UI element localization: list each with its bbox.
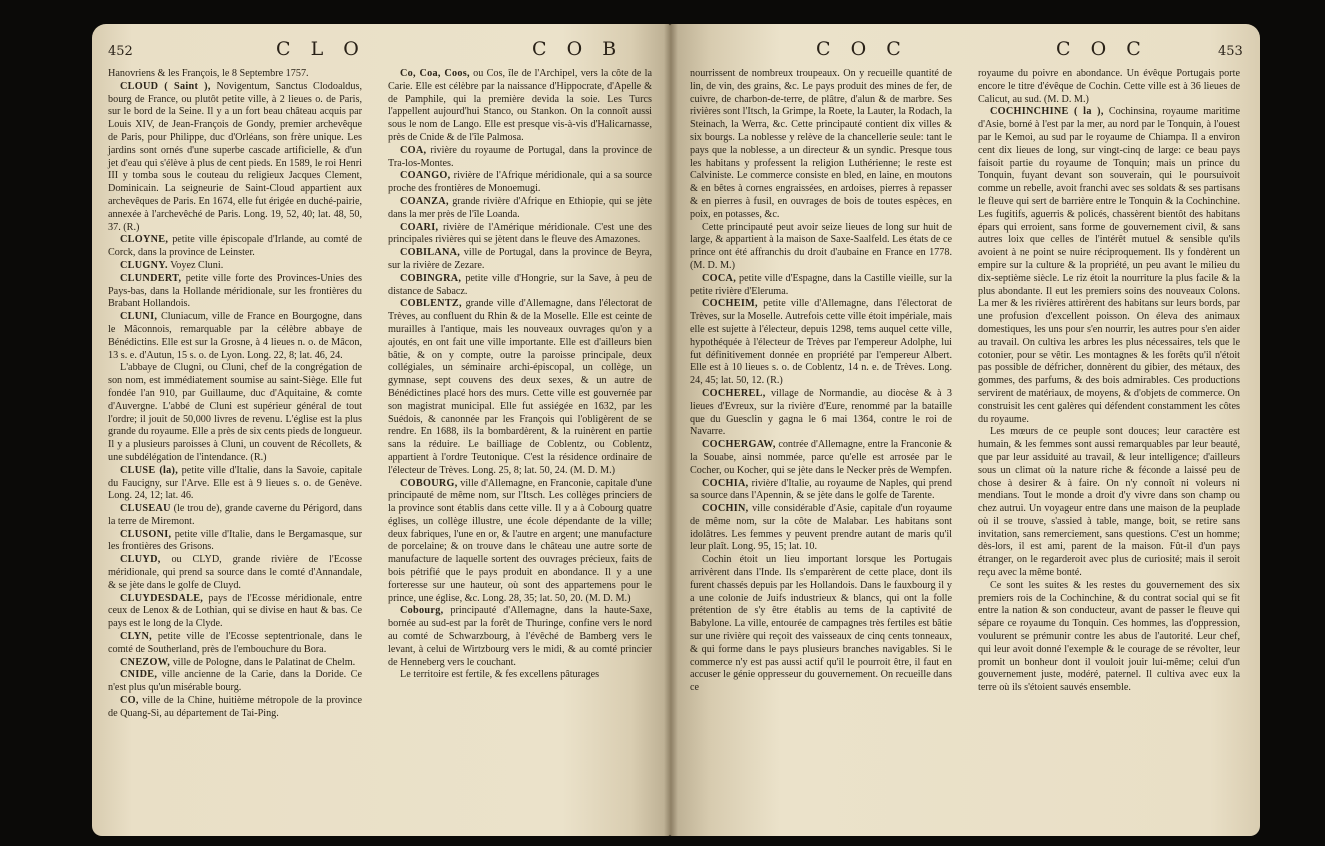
entry-headword: CLUNDERT,: [120, 272, 182, 284]
entry-text: petite ville d'Hongrie, sur la Save, à peu de distance de Sabacz.: [388, 272, 653, 297]
entry-headword: CLUNI,: [120, 311, 158, 323]
entry-text: Cochinsina, royaume maritime d'Asie, borné à l'est par la mer, au nord par le Tonquin, à l'ouest par le Kemoi, au sud par le royaume de Chiampa. Il a environ cent dix lieues de long, sur vingt-cinq de large: ce beau pays faisoit partie du royaume de Tonquin; mais un prince du Tonquin, fuyant devant son souverain, qui le poursuivoit comme un rebelle, avoit franchi avec ses soldats & ses partisans le fleuve qui sert de barrière entre le Tonquin & la Cochinchine. Les fugitifs, aguerris & policés, chassèrent bientôt des habitans épars qui erroient, sans forme de gouvernement civil, & sans autres loix que celles de l'intérêt mutuel & sensible qu'ils avoient à ne point se nuire réciproquement. Ils y fondèrent un empire sur la culture & la propriété, un peu avant le milieu du dix-septième siècle. Le riz étoit la nourriture la plus facile & la plus abondante. Il eut les premiers soins des nouveaux Colons. La mer & les rivières attirèrent des habitans sur leurs bords, par une profusion d'excellent poisson. On éleva des animaux domestiques, les uns pour s'en nourrir, les autres pour s'en aider au travail. On cultiva les arbres les plus nécessaires, tels que le cotonier, pour se vêtir. Les montagnes & les forêts qu'il n'étoit pas possible de défricher, donnèrent du gibier, des métaux, des gommes, des parfums, & des bois admirables. Ces productions servirent de matériaux, de moyens, & d'objets de commerce. On construisit les cent galères qui défendent constamment les côtes du royaume.: [978, 106, 1240, 425]
entry-headword: CLUGNY.: [120, 259, 168, 271]
entry-text: grande ville d'Allemagne, dans l'électorat de Trèves, au confluent du Rhin & de la Moselle. Elle est ceinte de murailles à l'antique, mais les nouveaux ouvrages qu'on y a ajoutés, en ont fait une ville importante. Elle est d'ailleurs bien bâtie, & on y compte, outre la paroisse principale, deux collégiales, un séminaire archi-épiscopal, un collège, un gymnase, sept couvens des deux sexes, & un autre de Bénédictines placé hors des murs. Cette ville est gouvernée par son magistrat municipal. Elle fut assiégée en 1632, par les Suédois, & canonnée par les François qui l'obligèrent de se rendre. En 1688, ils la bombardèrent, & la ruinèrent en partie sans la réduire. Le bailliage de Coblentz, ou Coblentz, appartient à l'ordre Teutonique. C'est la résidence ordinaire de l'électeur de Trèves. Long. 25, 8; lat. 50, 24. (M. D. M.): [388, 298, 653, 476]
entry-headword: CNEZOW,: [120, 656, 171, 668]
dictionary-entry: [690, 222, 952, 273]
entry-headword: CNIDE,: [120, 669, 158, 681]
entry-text: petite ville de l'Ecosse septentrionale, dans le comté de Southerland, près de l'embouchure du Bora.: [108, 631, 362, 655]
dictionary-entry: [388, 145, 652, 171]
entry-text: Les mœurs de ce peuple sont douces; leur caractère est humain, & les femmes sont aussi remarquables par leur beauté, que par leur assiduité au travail, & leur intelligence; d'ailleurs sous un climat où la nature riche & féconde a laissé peu de chose à desirer & à faire. On n'y connoît ni voleurs ni mendians. Tout le monde a droit d'y vivre dans son champ ou chez autrui. Un voyageur entre dans une maison de la peuplade où il se trouve, s'assied à table, mange, boit, se retire sans invitation, sans remerciement, sans questions. C'est un homme; dès-lors, il est ami, parent de la maison. Fût-il d'un pays étranger, on le regarderoit avec plus de curiosité; mais il seroit reçu avec la même bonté.: [978, 426, 1240, 579]
entry-text: Cochin étoit un lieu important lorsque les Portugais arrivèrent dans l'Inde. Ils s'emparèrent de cette place, dont ils furent chassés depuis par les Hollandois. Dans le fauxbourg il y a une colonie de Juifs industrieux & blancs, qui ont la folle prétention de s'y être établis au tems de la captivité de Babylone. La ville, entourée de campagnes très fertiles est bâtie sur une rivière qui reçoit des vaisseaux de cinq cents tonneaux, & qui forme dans le pays plusieurs branches navigables. Si le commerce n'y est pas aussi actif qu'il le pourroit être, il faut en accuser le génie oppresseur du gouvernement. On recueille dans ce: [690, 554, 952, 694]
entry-text: petite ville d'Italie, dans le Bergamasque, sur les frontières des Grisons.: [108, 528, 362, 553]
entry-text: (le trou de), grande caverne du Périgord, dans la terre de Miremont.: [108, 503, 362, 527]
entry-text: Voyez Cluni.: [170, 259, 224, 271]
entry-text: L'abbaye de Clugni, ou Cluni, chef de la congrégation de son nom, est immédiatement soumise au saint-Siège. Elle fut fondée l'an 910, par Guillaume, duc d'Aquitaine, & comte d'Auvergne. L'abbé de Cluni est supérieur général de tout l'ordre; il jouit de 50,000 livres de revenu. L'église est la plus grande du royaume. Elle a près de six cents pieds de longueur. Il y a plusieurs paroisses à Cluni, un couvent de Récollets, & une subdélégation de l'intendance. (R.): [108, 362, 362, 463]
dictionary-entry: [690, 554, 952, 695]
dictionary-entry: [978, 68, 1240, 106]
dictionary-entry: [388, 196, 652, 222]
dictionary-entry: [388, 170, 652, 196]
entry-headword: CLUSEAU: [120, 503, 171, 515]
entry-headword: CO,: [120, 695, 139, 707]
entry-headword: CLUSE (la),: [120, 464, 179, 476]
entry-text: Ce sont les suites & les restes du gouvernement des six premiers rois de la Cochinchine, & du contrat social qui se fit entre la nation & son conducteur, avant de passer le fleuve qui sépare ce royaume du Tonquin. Ces hommes, las d'oppression, voulurent se prémunir contre les abus de l'autorité. Leur chef, qui leur avoit donné l'exemple & le courage de se révolter, leur promit un bonheur dont il vouloit jouir lui-même; celui d'un gouvernement juste, modéré, paternel. Il cultiva avec eux la terre où ils s'étoient sauvés ensemble.: [978, 579, 1240, 694]
entry-headword: COANGO,: [400, 170, 451, 182]
dictionary-entry: [388, 222, 652, 248]
dictionary-entry: [108, 362, 362, 464]
entry-text: contrée d'Allemagne, entre la Franconie & la Souabe, ainsi nommée, parce qu'elle est arrosée par le Cocher, ou Kocher, qui se jète dans le Necker près de Wempfen.: [690, 439, 952, 476]
dictionary-entry: [108, 465, 362, 503]
entry-headword: CLUSONI,: [120, 528, 172, 540]
entry-text: rivière d'Italie, au royaume de Naples, qui prend sa source dans l'Apennin, & se jète dans le golfe de Tarente.: [690, 477, 952, 502]
entry-headword: CLUYD,: [120, 554, 161, 566]
dictionary-entry: [690, 439, 952, 477]
entry-text: rivière de l'Amérique méridionale. C'est une des principales rivières qui se jètent dans le fleuve des Amazones.: [388, 221, 652, 246]
dictionary-entry: [108, 554, 362, 592]
left-page-column-2: [388, 68, 652, 682]
entry-text: nourrissent de nombreux troupeaux. On y recueille quantité de lin, de vin, des grains, &c. Le pays produit des mines de fer, de cuivre, de charbon-de-terre, de plâtre, d'alun & de marbre. Ses rivières sont l'Itsch, la Grimpe, la Roete, la Lauter, la Rodach, la Steinach, la Werra, &c. Cette principauté contient dix villes & six bourgs. La noblesse y relève de la chancellerie seule: tant le pays que la noblesse, a un directeur & un syndic. Presque tous les habitans y professent la religion Luthérienne; le reste est Calviniste. Le commerce consiste en bled, en laine, en moutons & en bêtes à cornes engraissées, en ardoises, pierres à repasser & en pierres à fusil, en ouvrages de bois de toutes espèces, en poix, en potasses, &c.: [690, 68, 952, 220]
entry-text: petite ville d'Espagne, dans la Castille vieille, sur la petite rivière d'Eleruma.: [690, 272, 952, 297]
left-page-column-1: [108, 68, 362, 721]
entry-headword: COBINGRA,: [400, 272, 462, 284]
entry-headword: COA,: [400, 144, 427, 156]
dictionary-entry: [978, 580, 1240, 695]
dictionary-entry: [388, 478, 652, 606]
dictionary-entry: [388, 273, 652, 299]
entry-text: Novigentum, Sanctus Clodoaldus, bourg de France, ou plutôt petite ville, à 2 lieues o. de Paris, sur le bord de la Seine. Il y a un fort beau château acquis par Louis XIV, de Jean-François de Gondy, premier archevêque de Paris, pour Philippe, duc d'Orléans, son frère unique. Les jardins sont ornés d'une superbe cascade artificielle, & d'un jet d'eau qui s'élève à plus de cent pieds. En 1589, le roi Henri III y tomba sous le couteau du religieux Jacques Clement, Dominicain. La seigneurie de Saint-Cloud appartient aux archevêques de Paris. En 1674, elle fut érigée en duché-pairie, annexée à l'archevêché de Paris. Long. 19, 52, 40; lat. 48, 50, 37. (R.): [108, 80, 363, 233]
entry-headword: CLUYDESDALE,: [120, 592, 204, 604]
dictionary-entry: [690, 388, 952, 439]
entry-text: Le territoire est fertile, & fes excellens pâturages: [400, 669, 600, 681]
dictionary-entry: [388, 298, 652, 477]
entry-headword: COBOURG,: [400, 477, 458, 489]
dictionary-entry: [108, 273, 362, 311]
dictionary-entry: [690, 503, 952, 554]
left-page-number: 452: [108, 44, 133, 59]
entry-headword: COCA,: [702, 272, 737, 284]
dictionary-entry: [108, 503, 362, 529]
dictionary-entry: [108, 529, 362, 555]
entry-text: ville considérable d'Asie, capitale d'un royaume de même nom, sur la côte de Malabar. Les habitans sont idolâtres. Les femmes y peuvent prendre autant de maris qu'il leur plaît. Long. 95, 15; lat. 10.: [690, 503, 953, 553]
entry-headword: COBLENTZ,: [400, 298, 462, 310]
entry-text: rivière du royaume de Portugal, dans la province de Tra-los-Montes.: [388, 144, 652, 169]
entry-text: principauté d'Allemagne, dans la haute-Saxe, bornée au sud-est par la forêt de Thuringe, confine vers le nord au comté de Schwarzbourg, à l'évêché de Bamberg vers le levant, à celui de Wirtzbourg vers le midi, & au comté princier de Henneberg vers le couchant.: [388, 605, 653, 668]
entry-text: ville de la Chine, huitième métropole de la province de Quang-Si, au département de Tai-Ping.: [108, 695, 363, 719]
entry-headword: COCHINCHINE ( la ),: [990, 106, 1104, 118]
entry-headword: Cobourg,: [400, 605, 444, 617]
dictionary-entry: [978, 426, 1240, 580]
right-page-header: [688, 38, 1248, 64]
right-page-column-1: [690, 68, 952, 695]
dictionary-entry: [108, 68, 362, 81]
right-page-number: 453: [1218, 44, 1243, 59]
entry-text: Cluniacum, ville de France en Bourgogne, dans le Mâconnois, remarquable par la célèbre abbaye de Bénédictins. Elle est sur la Grosne, à 4 lieues n. o. de Mâcon, 13 s. e. d'Autun, 15 s. o. de Lyon. Long. 22, 8; lat. 46, 24.: [108, 311, 362, 361]
entry-text: petite ville forte des Provinces-Unies des Pays-bas, dans la Hollande méridionale, sur les frontières du Brabant Hollandois.: [108, 272, 363, 310]
entry-headword: COCHIA,: [702, 477, 749, 489]
entry-headword: COBILANA,: [400, 247, 461, 259]
entry-headword: CLYN,: [120, 631, 152, 643]
entry-text: village de Normandie, au diocèse & à 3 lieues d'Evreux, sur la rivière d'Eure, renommé par la bataille que du Guesclin y gagna le 6 mai 1364, contre le roi de Navarre.: [690, 387, 953, 438]
entry-text: pays de l'Ecosse méridionale, entre ceux de Lenox & de Lothian, qui se divise en haut & bas. Ce pays est le long de la Clyde.: [108, 592, 363, 630]
dictionary-entry: [690, 298, 952, 388]
dictionary-entry: [108, 593, 362, 631]
dictionary-entry: [690, 68, 952, 222]
entry-text: Hanovriens & les François, le 8 Septembre 1757.: [108, 68, 309, 79]
dictionary-entry: [388, 247, 652, 273]
entry-headword: COANZA,: [400, 195, 449, 207]
entry-headword: COCHEIM,: [702, 298, 758, 310]
entry-text: petite ville épiscopale d'Irlande, au comté de Corck, dans la province de Leinster.: [108, 234, 362, 259]
dictionary-entry: [108, 695, 362, 721]
dictionary-entry: [108, 669, 362, 695]
entry-headword: Co, Coa, Coos,: [400, 68, 470, 79]
dictionary-entry: [108, 234, 362, 260]
entry-headword: COCHEREL,: [702, 387, 766, 399]
entry-text: Cette principauté peut avoir seize lieues de long sur huit de large, & appartient à la maison de Saxe-Saalfeld. Les états de ce prince ont été affranchis du droit d'aubaine en France en 1778. (M. D. M.): [690, 221, 952, 271]
right-page-column-2: [978, 68, 1240, 695]
entry-text: rivière de l'Afrique méridionale, qui a sa source proche des frontières de Monoemugi.: [388, 170, 652, 195]
dictionary-entry: [388, 68, 652, 145]
left-page-header: [108, 38, 658, 64]
dictionary-entry: [690, 273, 952, 299]
entry-headword: COCHERGAW,: [702, 439, 776, 451]
entry-text: ou CLYD, grande rivière de l'Ecosse méridionale, qui prend sa source dans le comté d'Annandale, & se jète dans le golfe de Cluyd.: [108, 554, 362, 591]
right-running-head-right: C O C: [1056, 38, 1148, 60]
entry-headword: COARI,: [400, 221, 439, 233]
entry-headword: CLOYNE,: [120, 234, 169, 246]
dictionary-entry: [978, 106, 1240, 426]
entry-text: petite ville d'Allemagne, dans l'électorat de Trèves, sur la Moselle. Autrefois cette ville étoit impériale, mais elle est sujette à l'électeur, depuis 1298, tems auquel cette ville, hypothéquée à l'électeur de Trèves par l'empereur Adolphe, lui fut définitivement donnée en propriété par l'empereur Albert. Elle est à 10 lieues s. o. de Coblentz, 14 n. e. de Trèves. Long. 24, 45; lat. 50, 12. (R.): [690, 298, 952, 387]
dictionary-entry: [690, 478, 952, 504]
dictionary-entry: [108, 631, 362, 657]
dictionary-entry: [388, 669, 652, 682]
dictionary-entry: [108, 81, 362, 235]
entry-headword: COCHIN,: [702, 503, 749, 515]
entry-text: ville de Pologne, dans le Palatinat de Chelm.: [172, 656, 356, 668]
entry-text: ville de Portugal, dans la province de Beyra, sur la rivière de Zezare.: [388, 247, 653, 271]
entry-text: royaume du poivre en abondance. Un évêque Portugais porte encore le titre d'évêque de Cochin. Cette ville est à 36 lieues de Calicut, au sud. (M. D. M.): [978, 68, 1240, 105]
left-running-head-right: C O B: [532, 38, 624, 60]
dictionary-entry: [388, 605, 652, 669]
dictionary-entry: [108, 657, 362, 670]
dictionary-entry: [108, 260, 362, 273]
book-gutter: [664, 24, 678, 836]
entry-text: grande rivière d'Afrique en Ethiopie, qui se jète dans la mer près de l'île Loanda.: [388, 195, 653, 220]
dictionary-entry: [108, 311, 362, 362]
left-running-head-left: C L O: [276, 38, 366, 60]
entry-text: petite ville d'Italie, dans la Savoie, capitale du Faucigny, sur l'Arve. Elle est à 9 lieues s. o. de Genève. Long. 24, 12; lat. 46.: [108, 464, 362, 502]
entry-headword: CLOUD ( Saint ),: [120, 80, 211, 92]
entry-text: ville ancienne de la Carie, dans la Doride. Ce n'est plus qu'un misérable bourg.: [108, 669, 363, 694]
entry-text: ou Cos, île de l'Archipel, vers la côte de la Carie. Elle est célèbre par la naissance d'Hippocrate, d'Apelle & de Pamphile, qui la première devida la soie. Les Turcs l'appellent aujourd'hui Stanco, ou Stankon. On la connoît aussi sous le nom de Lango. Elle est presque vis-à-vis d'Halicarnasse, près de Cnide & de l'île Palmosa.: [388, 68, 652, 143]
entry-text: ville d'Allemagne, en Franconie, capitale d'une principauté de même nom, sur l'Itsch. Les collèges princiers de la province sont établis dans cette ville. Il y a à Cobourg quatre églises, un collège illustre, une école dépendante de la ville; deux fabriques, l'une en or, & l'autre en argent; une manufacture de porcelaine; & on trouve dans le château une autre sorte de manufacture de laquelle sortent des ouvrages précieux, faits de bois pétrifié que le pays produit en abondance. Il y a une forteresse sur une hauteur, où sont des appartemens pour le prince, une église, &c. Long. 28, 35; lat. 50, 20. (M. D. M.): [388, 477, 652, 604]
right-running-head-left: C O C: [816, 38, 908, 60]
